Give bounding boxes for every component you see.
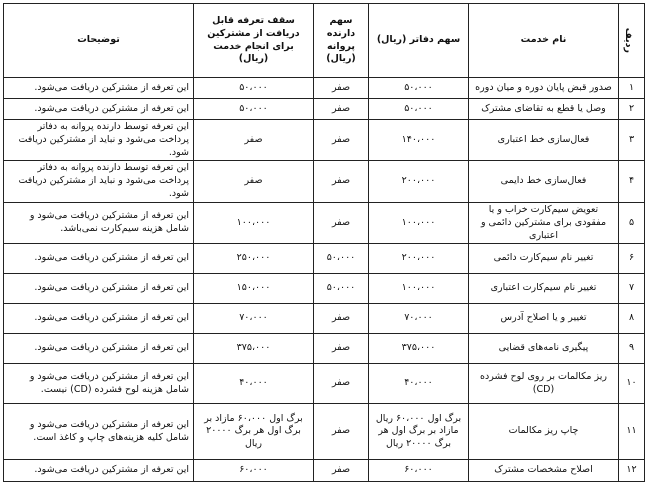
tariff-cap-cell: ۱۵۰،۰۰۰ bbox=[194, 274, 314, 304]
description-cell: این تعرفه توسط دارنده پروانه به دفاتر پرداخت می‌شود و نباید از مشترکین دریافت شود. bbox=[4, 120, 194, 161]
row-number: ۶ bbox=[619, 244, 645, 274]
office-share-cell: برگ اول ۶۰،۰۰۰ ریال مازاد بر برگ اول هر برگ ۲۰۰۰۰ ریال bbox=[369, 404, 469, 460]
license-share-cell: ۵۰،۰۰۰ bbox=[314, 274, 369, 304]
row-number: ۵ bbox=[619, 202, 645, 243]
office-share-cell: ۷۰،۰۰۰ bbox=[369, 304, 469, 334]
description-cell: این تعرفه از مشترکین دریافت می‌شود. bbox=[4, 78, 194, 99]
row-number: ۹ bbox=[619, 334, 645, 364]
description-cell: این تعرفه از مشترکین دریافت می‌شود. bbox=[4, 244, 194, 274]
table-row bbox=[4, 274, 645, 304]
tariff-cap-cell: ۵۰،۰۰۰ bbox=[194, 78, 314, 99]
tariff-cap-cell: ۲۵۰،۰۰۰ bbox=[194, 244, 314, 274]
description-cell: این تعرفه از مشترکین دریافت می‌شود و شامل هزینه سیم‌کارت نمی‌باشد. bbox=[4, 202, 194, 243]
tariff-cap-cell: ۵۰،۰۰۰ bbox=[194, 99, 314, 120]
table-row bbox=[4, 244, 645, 274]
tariff-cap-cell: ۱۰۰،۰۰۰ bbox=[194, 202, 314, 243]
service-name-cell: چاپ ریز مکالمات bbox=[469, 404, 619, 460]
row-number: ۸ bbox=[619, 304, 645, 334]
header-description: توضیحات bbox=[4, 4, 194, 78]
table-row bbox=[4, 161, 645, 202]
service-name-cell: وصل یا قطع به تقاضای مشترک bbox=[469, 99, 619, 120]
license-share-cell: صفر bbox=[314, 404, 369, 460]
license-share-cell: صفر bbox=[314, 304, 369, 334]
document-page bbox=[3, 3, 644, 482]
tariff-cap-cell: ۳۷۵،۰۰۰ bbox=[194, 334, 314, 364]
table-row bbox=[4, 364, 645, 404]
header-office-share: سهم دفاتر (ریال) bbox=[369, 4, 469, 78]
row-number: ۱۰ bbox=[619, 364, 645, 404]
office-share-cell: ۲۰۰،۰۰۰ bbox=[369, 244, 469, 274]
office-share-cell: ۱۰۰،۰۰۰ bbox=[369, 202, 469, 243]
description-cell: این تعرفه از مشترکین دریافت می‌شود. bbox=[4, 99, 194, 120]
table-row bbox=[4, 304, 645, 334]
service-name-cell: تعویض سیم‌کارت خراب و یا مفقودی برای مشترکین دائمی و اعتباری bbox=[469, 202, 619, 243]
table-row bbox=[4, 78, 645, 99]
service-name-cell: پیگیری نامه‌های قضایی bbox=[469, 334, 619, 364]
table-row bbox=[4, 334, 645, 364]
service-name-cell: فعال‌سازی خط اعتباری bbox=[469, 120, 619, 161]
office-share-cell: ۳۷۵،۰۰۰ bbox=[369, 334, 469, 364]
description-cell: این تعرفه از مشترکین دریافت می‌شود. bbox=[4, 334, 194, 364]
description-cell: این تعرفه از مشترکین دریافت می‌شود. bbox=[4, 460, 194, 482]
description-cell: این تعرفه از مشترکین دریافت می‌شود و شامل هزینه لوح فشرده (CD) نیست. bbox=[4, 364, 194, 404]
tariff-cap-cell: صفر bbox=[194, 120, 314, 161]
license-share-cell: صفر bbox=[314, 99, 369, 120]
header-license-share: سهم دارنده پروانه (ریال) bbox=[314, 4, 369, 78]
office-share-cell: ۶۰،۰۰۰ bbox=[369, 460, 469, 482]
description-cell: این تعرفه از مشترکین دریافت می‌شود. bbox=[4, 304, 194, 334]
service-name-cell: صدور قبض پایان دوره و میان دوره bbox=[469, 78, 619, 99]
row-number: ۷ bbox=[619, 274, 645, 304]
tariff-cap-cell: ۷۰،۰۰۰ bbox=[194, 304, 314, 334]
table-body bbox=[4, 78, 645, 482]
service-name-cell: تغییر و یا اصلاح آدرس bbox=[469, 304, 619, 334]
row-number: ۱۱ bbox=[619, 404, 645, 460]
row-number: ۴ bbox=[619, 161, 645, 202]
header-row bbox=[4, 4, 645, 78]
row-number: ۳ bbox=[619, 120, 645, 161]
tariff-cap-cell: ۴۰،۰۰۰ bbox=[194, 364, 314, 404]
service-name-cell: تغییر نام سیم‌کارت دائمی bbox=[469, 244, 619, 274]
table-row bbox=[4, 120, 645, 161]
table-row bbox=[4, 404, 645, 460]
license-share-cell: صفر bbox=[314, 78, 369, 99]
license-share-cell: صفر bbox=[314, 161, 369, 202]
description-cell: این تعرفه از مشترکین دریافت می‌شود. bbox=[4, 274, 194, 304]
license-share-cell: صفر bbox=[314, 120, 369, 161]
office-share-cell: ۱۰۰،۰۰۰ bbox=[369, 274, 469, 304]
license-share-cell: صفر bbox=[314, 202, 369, 243]
license-share-cell: صفر bbox=[314, 460, 369, 482]
row-number: ۱ bbox=[619, 78, 645, 99]
service-name-cell: ریز مکالمات بر روی لوح فشرده (CD) bbox=[469, 364, 619, 404]
table-row bbox=[4, 460, 645, 482]
service-name-cell: فعال‌سازی خط دایمی bbox=[469, 161, 619, 202]
tariff-table bbox=[3, 3, 645, 482]
office-share-cell: ۵۰،۰۰۰ bbox=[369, 99, 469, 120]
license-share-cell: ۵۰،۰۰۰ bbox=[314, 244, 369, 274]
service-name-cell: اصلاح مشخصات مشترک bbox=[469, 460, 619, 482]
row-number: ۲ bbox=[619, 99, 645, 120]
header-service-name: نام خدمت bbox=[469, 4, 619, 78]
tariff-cap-cell: برگ اول ۶۰،۰۰۰ مازاد بر برگ اول هر برگ ۲۰۰۰۰ ریال bbox=[194, 404, 314, 460]
table-row bbox=[4, 202, 645, 243]
service-name-cell: تغییر نام سیم‌کارت اعتباری bbox=[469, 274, 619, 304]
table-row bbox=[4, 99, 645, 120]
header-row-no: ردیف bbox=[619, 4, 645, 78]
office-share-cell: ۲۰۰،۰۰۰ bbox=[369, 161, 469, 202]
office-share-cell: ۴۰،۰۰۰ bbox=[369, 364, 469, 404]
header-tariff-cap: سقف تعرفه قابل دریافت از مشترکین برای انجام خدمت (ریال) bbox=[194, 4, 314, 78]
description-cell: این تعرفه از مشترکین دریافت می‌شود و شامل کلیه هزینه‌های چاپ و کاغذ است. bbox=[4, 404, 194, 460]
office-share-cell: ۱۴۰،۰۰۰ bbox=[369, 120, 469, 161]
license-share-cell: صفر bbox=[314, 364, 369, 404]
office-share-cell: ۵۰،۰۰۰ bbox=[369, 78, 469, 99]
tariff-cap-cell: ۶۰،۰۰۰ bbox=[194, 460, 314, 482]
row-number: ۱۲ bbox=[619, 460, 645, 482]
tariff-cap-cell: صفر bbox=[194, 161, 314, 202]
license-share-cell: صفر bbox=[314, 334, 369, 364]
description-cell: این تعرفه توسط دارنده پروانه به دفاتر پرداخت می‌شود و نباید از مشترکین دریافت شود. bbox=[4, 161, 194, 202]
